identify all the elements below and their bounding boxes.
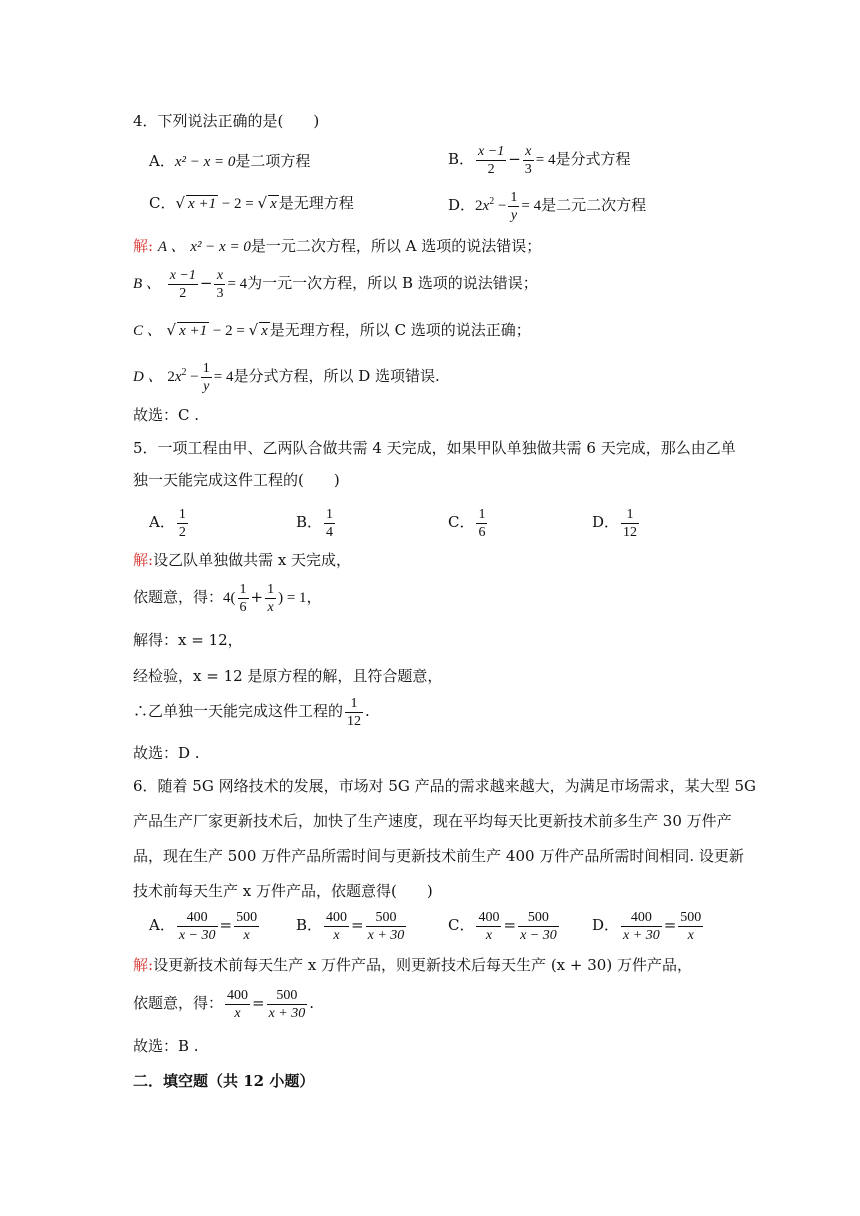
q5-solution-line5: ∴乙单独一天能完成这件工程的 $\frac{1}{12}$ . — [133, 695, 370, 729]
q6-option-a: A． $\frac{400}{x - 30}$ = $\frac{500}{x}$ — [149, 909, 258, 943]
q5-option-a: A． $\frac{1}{2}$ — [149, 506, 186, 540]
q5-option-b: B． $\frac{1}{4}$ — [296, 506, 334, 540]
q6-solution-line2: 依题意，得： $\frac{400}{x}$ = $\frac{500}{x + 30}$ . — [133, 987, 315, 1021]
q6-option-d: D． $\frac{400}{x + 30}$ = $\frac{500}{x}$ — [592, 909, 702, 943]
q6-solution-line1: 解:设更新技术前每天生产 x 万件产品，则更新技术后每天生产 (x + 30) 万件产品， — [133, 956, 692, 974]
q6-option-b: B． $\frac{400}{x}$ = $\frac{500}{x + 30}$ — [296, 909, 405, 943]
q5-option-c: C． $\frac{1}{6}$ — [448, 506, 486, 540]
q4-solution-b: B 、 $\frac{x -1}{2}$ − $\frac{x}{3}$ = 4为一元一次方程，所以 B 选项的说法错误； — [133, 267, 538, 301]
section-heading-fill-in: 二．填空题（共 12 小题） — [133, 1072, 315, 1090]
q4-answer: 故选：C . — [133, 406, 200, 424]
q5-stem-line2: 独一天能完成这件工程的( ) — [133, 471, 340, 489]
q5-answer: 故选：D . — [133, 744, 200, 762]
q4-solution-c: C 、 √ x +1 − 2 = √ x 是无理方程，所以 C 选项的说法正确； — [133, 321, 531, 339]
q4-option-d: D．$2x^2$ − $\frac{1}{y}$ = 4是二元二次方程 — [448, 189, 647, 223]
q4-option-b: B． $\frac{x -1}{2}$ − $\frac{x}{3}$ = 4是分式方程 — [448, 143, 631, 177]
q5-stem-line1: 5．一项工程由甲、乙两队合做共需 4 天完成，如果甲队单独做共需 6 天完成，那么由乙单 — [133, 439, 736, 457]
q5-solution-line1: 解:设乙队单独做共需 x 天完成， — [133, 551, 352, 569]
q4-option-c: C．√ x +1 − 2 = √ x 是无理方程 — [149, 194, 354, 212]
q5-option-d: D． $\frac{1}{12}$ — [592, 506, 638, 540]
q5-solution-line3: 解得：x = 12， — [133, 631, 243, 649]
q6-stem-line2: 产品生产厂家更新技术后，加快了生产速度，现在平均每天比更新技术前多生产 30 万件产 — [133, 812, 732, 830]
q5-solution-line2: 依题意，得：4( $\frac{1}{6}$ + $\frac{1}{x}$ ) = 1， — [133, 581, 322, 615]
q6-option-c: C． $\frac{400}{x}$ = $\frac{500}{x - 30}$ — [448, 909, 557, 943]
q6-stem-line4: 技术前每天生产 x 万件产品，依题意得( ) — [133, 882, 433, 900]
q4-stem: 4．下列说法正确的是( ) — [133, 112, 320, 130]
q6-stem-line1: 6．随着 5G 网络技术的发展，市场对 5G 产品的需求越来越大，为满足市场需求，某大型 5G — [133, 777, 756, 795]
q4-solution-a: 解: A 、 x² − x = 0是一元二次方程，所以 A 选项的说法错误； — [133, 237, 542, 255]
q4-solution-d: D 、 $2x^2$ − $\frac{1}{y}$ = 4是分式方程，所以 D 选项错误. — [133, 360, 440, 394]
q4-option-a: A．x² − x = 0是二项方程 — [149, 152, 311, 170]
q6-answer: 故选：B . — [133, 1037, 199, 1055]
q6-stem-line3: 品，现在生产 500 万件产品所需时间与更新技术前生产 400 万件产品所需时间相同. 设更新 — [133, 847, 744, 865]
q5-solution-line4: 经检验，x = 12 是原方程的解，且符合题意， — [133, 667, 443, 685]
